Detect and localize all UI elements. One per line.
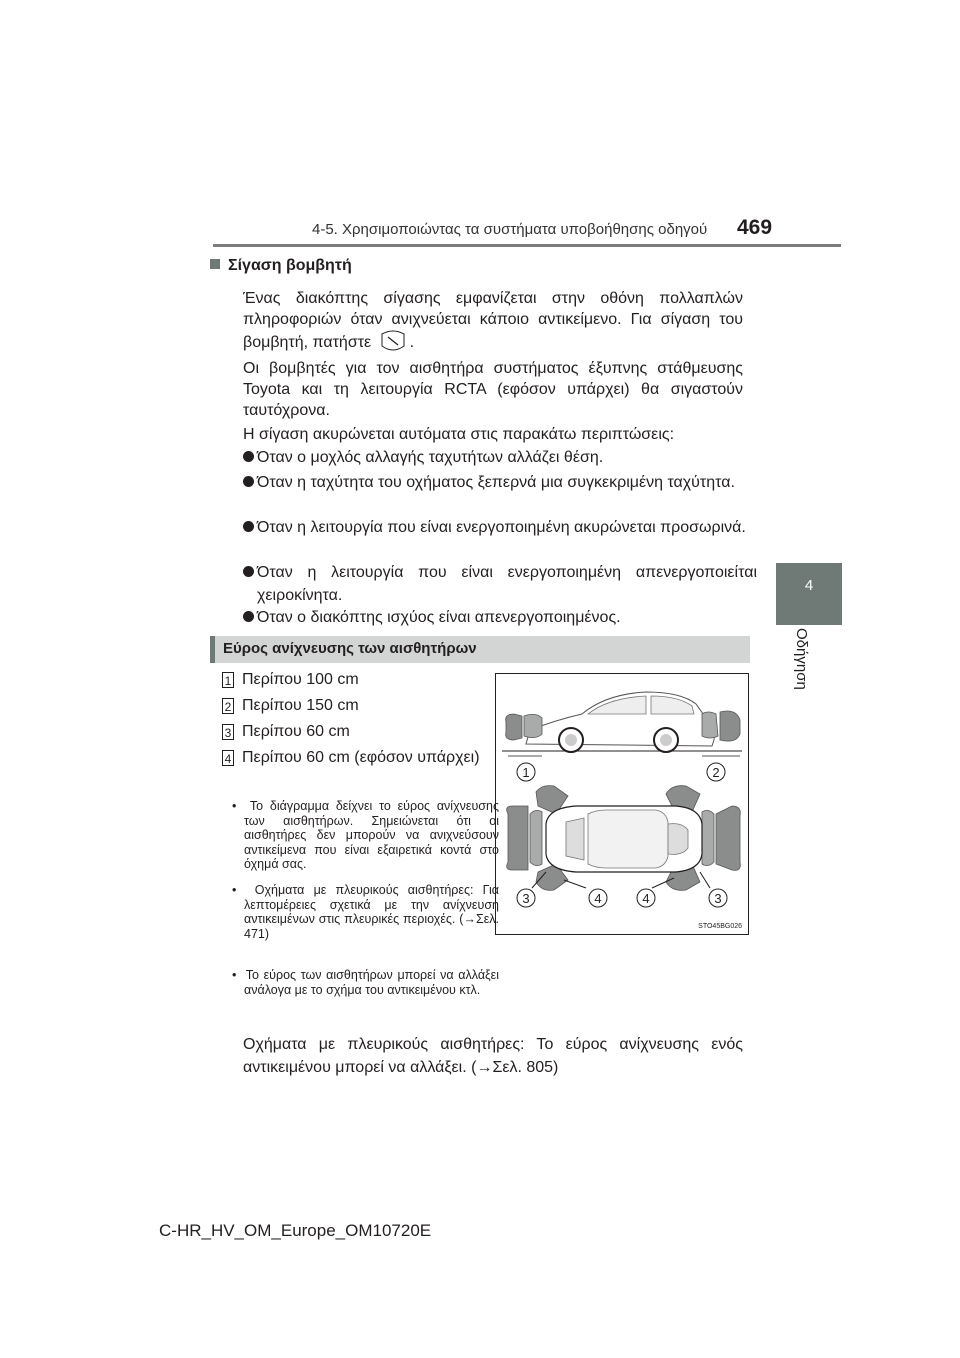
bullet-dot-icon [243, 566, 254, 577]
bullet-dot-icon [243, 611, 254, 622]
callout-number: 2 [222, 698, 234, 714]
range-item-text: Περίπου 100 cm [242, 671, 359, 688]
callout-number: 3 [222, 724, 234, 740]
detection-heading-band [210, 636, 750, 663]
paragraph-mute-text: Ένας διακόπτης σίγασης εμφανίζεται στην οθόνη πολλαπλών πληροφοριών όταν ανιχνεύεται κάποιο αντικείμενο. Για σίγαση του βομβητή, πατήστε [243, 290, 743, 351]
figure-code: STO45BG026 [698, 923, 742, 930]
callout-3-right [709, 889, 727, 907]
callout-number: 4 [222, 750, 234, 766]
car-side-view [502, 692, 742, 756]
sensor-range-diagram [496, 674, 748, 934]
svg-text:3: 3 [522, 891, 530, 906]
note-item: • Το διάγραμμα δείχνει το εύρος ανίχνευσης των αισθητήρων. Σημειώνεται ότι οι αισθητήρες δεν μπορούν να ανιχνεύσουν αντικείμενα που είναι εξαιρετικά κοντά στο όχημά σας. [232, 799, 499, 871]
svg-text:2: 2 [712, 765, 720, 780]
callout-2 [707, 763, 725, 781]
mute-button-icon [378, 330, 408, 354]
paragraph-buzzers: Οι βομβητές για τον αισθητήρα συστήματος έξυπνης στάθμευσης Toyota και τη λειτουργία RCTA (εφόσον υπάρχει) θα σιγαστούν ταυτόχρονα. [243, 360, 743, 419]
svg-text:1: 1 [522, 765, 530, 780]
svg-text:4: 4 [594, 891, 602, 906]
paragraph-cancel: Η σίγαση ακυρώνεται αυτόματα στις παρακάτω περιπτώσεις: [243, 426, 675, 443]
paragraph-side-sensors: Οχήματα με πλευρικούς αισθητήρες: Το εύρος ανίχνευσης ενός αντικειμένου μπορεί να αλλάξει. (→Σελ. 805) [243, 1036, 743, 1076]
sensor-range-figure [495, 673, 749, 935]
bullet-dot-icon [243, 451, 254, 462]
range-item-4 [222, 746, 484, 770]
chapter-tab-label: Οδήγηση [793, 628, 810, 690]
section-heading [210, 257, 352, 275]
note-item: • Οχήματα με πλευρικούς αισθητήρες: Για λεπτομέρειες σχετικά με την ανίχνευση αντικειμένων στις πλευρικές περιοχές. (→Σελ. 471) [232, 883, 499, 941]
range-item-text: Περίπου 60 cm [242, 723, 350, 740]
chapter-tab-number: 4 [804, 577, 814, 594]
range-item-2 [222, 694, 484, 718]
bullet-item: Όταν η λειτουργία που είναι ενεργοποιημένη ακυρώνεται προσωρινά. [243, 516, 757, 539]
paragraph-mute-end: . [409, 334, 415, 351]
range-item-1 [222, 668, 484, 692]
svg-text:3: 3 [714, 891, 722, 906]
callout-1 [517, 763, 535, 781]
detection-heading: Εύρος ανίχνευσης των αισθητήρων [223, 640, 477, 657]
range-item-3 [222, 720, 484, 744]
range-item-text: Περίπου 150 cm [242, 697, 359, 714]
callout-number: 1 [222, 672, 234, 688]
bullet-dot-icon [243, 521, 254, 532]
section-square-icon [210, 259, 220, 269]
bullet-item: Όταν ο μοχλός αλλαγής ταχυτήτων αλλάζει θέση. [243, 446, 757, 469]
bullet-item: Όταν η ταχύτητα του οχήματος ξεπερνά μια συγκεκριμένη ταχύτητα. [243, 471, 757, 494]
paragraph-mute [243, 288, 743, 354]
bullet-dot-icon [243, 476, 254, 487]
section-heading-text: Σίγαση βομβητή [228, 257, 352, 274]
car-top-view [507, 786, 741, 891]
range-item-text: Περίπου 60 cm (εφόσον υπάρχει) [242, 749, 480, 766]
svg-text:4: 4 [642, 891, 650, 906]
callout-4-right [637, 889, 655, 907]
bullet-item: Όταν η λειτουργία που είναι ενεργοποιημένη απενεργοποιείται χειροκίνητα. [243, 561, 757, 607]
bullet-item: Όταν ο διακόπτης ισχύος είναι απενεργοποιημένος. [243, 606, 757, 629]
chapter-title: 4-5. Χρησιμοποιώντας τα συστήματα υποβοήθησης οδηγού [312, 221, 708, 238]
footer-doc-id: C-HR_HV_OM_Europe_OM10720E [159, 1221, 432, 1240]
callout-3-left [517, 889, 535, 907]
page-number: 469 [737, 216, 773, 239]
callout-4-left [589, 889, 607, 907]
header-divider [213, 244, 841, 247]
note-item: • Το εύρος των αισθητήρων μπορεί να αλλάξει ανάλογα με το σχήμα του αντικειμένου κτλ. [232, 968, 500, 997]
chapter-tab[interactable] [776, 563, 842, 625]
